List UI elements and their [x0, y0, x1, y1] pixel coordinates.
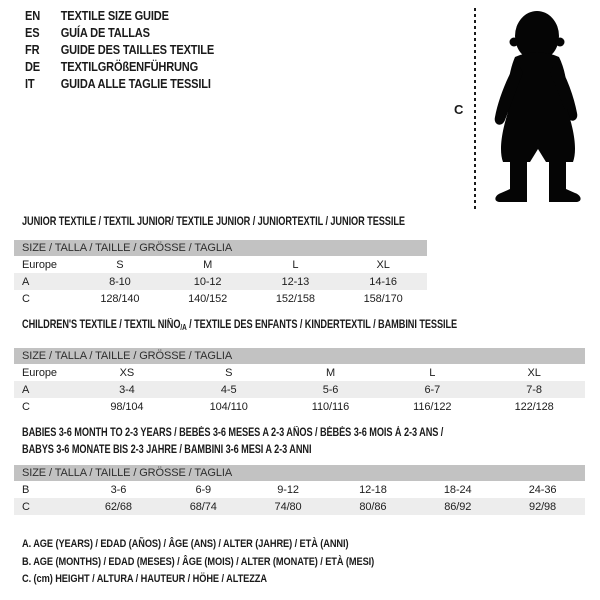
- note-height-cm: C. (cm) HEIGHT / ALTURA / HAUTEUR / HÖHE / ALTEZZA: [22, 573, 267, 585]
- language-label: GUÍA DE TALLAS: [60, 25, 150, 40]
- table-cell: 12-18: [359, 483, 387, 496]
- table-cell: 14-16: [339, 273, 427, 290]
- table-row-height: [14, 398, 585, 415]
- note-age-months: B. AGE (MONTHS) / EDAD (MESES) / ÂGE (MOIS) / ALTER (MONATE) / ETÀ (MESI): [22, 555, 375, 568]
- table-cell: XL: [376, 258, 390, 271]
- language-code: DE: [25, 59, 41, 74]
- language-code: FR: [25, 42, 40, 57]
- table-cell: 128/140: [100, 292, 140, 305]
- table-cell: 92/98: [500, 498, 585, 515]
- row-label: B: [22, 483, 30, 496]
- babies-title-line2: BABYS 3-6 MONATE BIS 2-3 JAHRE / BAMBINI 3-6 MESI A 2-3 ANNI: [22, 444, 312, 456]
- table-cell: 4-5: [178, 381, 280, 398]
- table-cell: 3-4: [76, 381, 178, 398]
- junior-title-text: JUNIOR TEXTILE / TEXTIL JUNIOR/ TEXTILE JUNIOR / JUNIORTEXTIL / JUNIOR TESSILE: [22, 216, 405, 228]
- table-cell: 116/122: [413, 400, 452, 413]
- babies-title-line1: BABIES 3-6 MONTH TO 2-3 YEARS / BEBÉS 3-6 MESES A 2-3 AÑOS / BÉBÉS 3-6 MOIS À 2-3 ANS /: [22, 427, 444, 439]
- children-size-table: [14, 348, 585, 415]
- row-label: C: [14, 498, 76, 515]
- table-cell: M: [325, 366, 336, 379]
- table-cell: L: [292, 258, 299, 271]
- table-cell: 6-9: [195, 483, 212, 496]
- table-row-age: [14, 273, 427, 290]
- size-header-label: SIZE / TALLA / TAILLE / GRÖSSE / TAGLIA: [14, 465, 585, 481]
- height-measure-label: C: [454, 102, 464, 117]
- size-header-label: SIZE / TALLA / TAILLE / GRÖSSE / TAGLIA: [14, 348, 585, 364]
- table-cell: 98/104: [110, 400, 144, 413]
- language-row-it: [25, 75, 214, 92]
- children-section-title: [22, 317, 457, 336]
- table-cell: 24-36: [528, 483, 557, 496]
- table-cell: 6-7: [381, 381, 483, 398]
- table-cell: 110/116: [311, 400, 350, 413]
- language-row-en: [25, 7, 214, 24]
- table-cell: S: [225, 366, 233, 379]
- table-cell: 8-10: [76, 273, 164, 290]
- table-cell: 5-6: [280, 381, 382, 398]
- baby-silhouette-image: [486, 9, 592, 206]
- table-cell: 7-8: [483, 381, 585, 398]
- table-row-age: [14, 381, 585, 398]
- table-row-height: [14, 290, 427, 307]
- note-age-years: A. AGE (YEARS) / EDAD (AÑOS) / ÂGE (ANS) / ALTER (JAHRE) / ETÀ (ANNI): [22, 538, 349, 550]
- height-measure-dashed-line: [474, 8, 476, 209]
- children-title-subscript: /A: [180, 323, 187, 332]
- table-cell: 68/74: [161, 498, 246, 515]
- babies-section-title: [22, 425, 443, 459]
- children-title-pre: CHILDREN'S TEXTILE / TEXTIL NIÑO: [22, 319, 181, 331]
- table-cell: M: [203, 258, 213, 271]
- table-cell: 10-12: [164, 273, 252, 290]
- size-header-row: [14, 465, 585, 481]
- table-cell: 74/80: [246, 498, 331, 515]
- size-header-label: SIZE / TALLA / TAILLE / GRÖSSE / TAGLIA: [14, 240, 427, 256]
- table-cell: 122/128: [514, 400, 554, 413]
- junior-size-table: [14, 240, 427, 307]
- row-label: C: [22, 400, 30, 413]
- language-code: ES: [25, 25, 40, 40]
- language-label: TEXTILE SIZE GUIDE: [60, 8, 169, 23]
- table-cell: 9-12: [277, 483, 299, 496]
- language-code: IT: [25, 76, 35, 91]
- row-label: Europe: [22, 258, 57, 271]
- table-cell: XS: [119, 366, 135, 379]
- language-row-de: [25, 58, 214, 75]
- table-cell: XL: [527, 366, 541, 379]
- table-cell: 158/170: [363, 292, 403, 305]
- legend-notes: [22, 536, 374, 589]
- row-label: A: [14, 381, 76, 398]
- table-cell: 86/92: [415, 498, 500, 515]
- table-cell: 3-6: [110, 483, 127, 496]
- language-label: GUIDE DES TAILLES TEXTILE: [60, 42, 215, 57]
- junior-section-title: [22, 214, 405, 231]
- language-code: EN: [25, 8, 41, 23]
- table-cell: 80/86: [330, 498, 415, 515]
- language-label: TEXTILGRÖßENFÜHRUNG: [60, 59, 199, 74]
- table-row-europe: [14, 364, 585, 381]
- table-cell: L: [429, 366, 436, 379]
- children-title-post: / TEXTILE DES ENFANTS / KINDERTEXTIL / BAMBINI TESSILE: [186, 319, 458, 331]
- table-cell: 152/158: [275, 292, 315, 305]
- language-label: GUIDA ALLE TAGLIE TESSILI: [60, 76, 211, 91]
- table-cell: 62/68: [76, 498, 161, 515]
- size-header-row: [14, 348, 585, 364]
- language-list: [25, 7, 214, 92]
- table-cell: 12-13: [252, 273, 340, 290]
- row-label: C: [22, 292, 30, 305]
- table-cell: S: [116, 258, 124, 271]
- language-row-fr: [25, 41, 214, 58]
- babies-size-table: [14, 465, 585, 515]
- table-cell: 104/110: [209, 400, 248, 413]
- table-row-height: [14, 498, 585, 515]
- row-label: A: [14, 273, 76, 290]
- size-header-row: [14, 240, 427, 256]
- table-row-europe: [14, 256, 427, 273]
- language-row-es: [25, 24, 214, 41]
- table-cell: 140/152: [188, 292, 228, 305]
- table-cell: 18-24: [443, 483, 472, 496]
- row-label: Europe: [22, 366, 57, 379]
- table-row-age-months: [14, 481, 585, 498]
